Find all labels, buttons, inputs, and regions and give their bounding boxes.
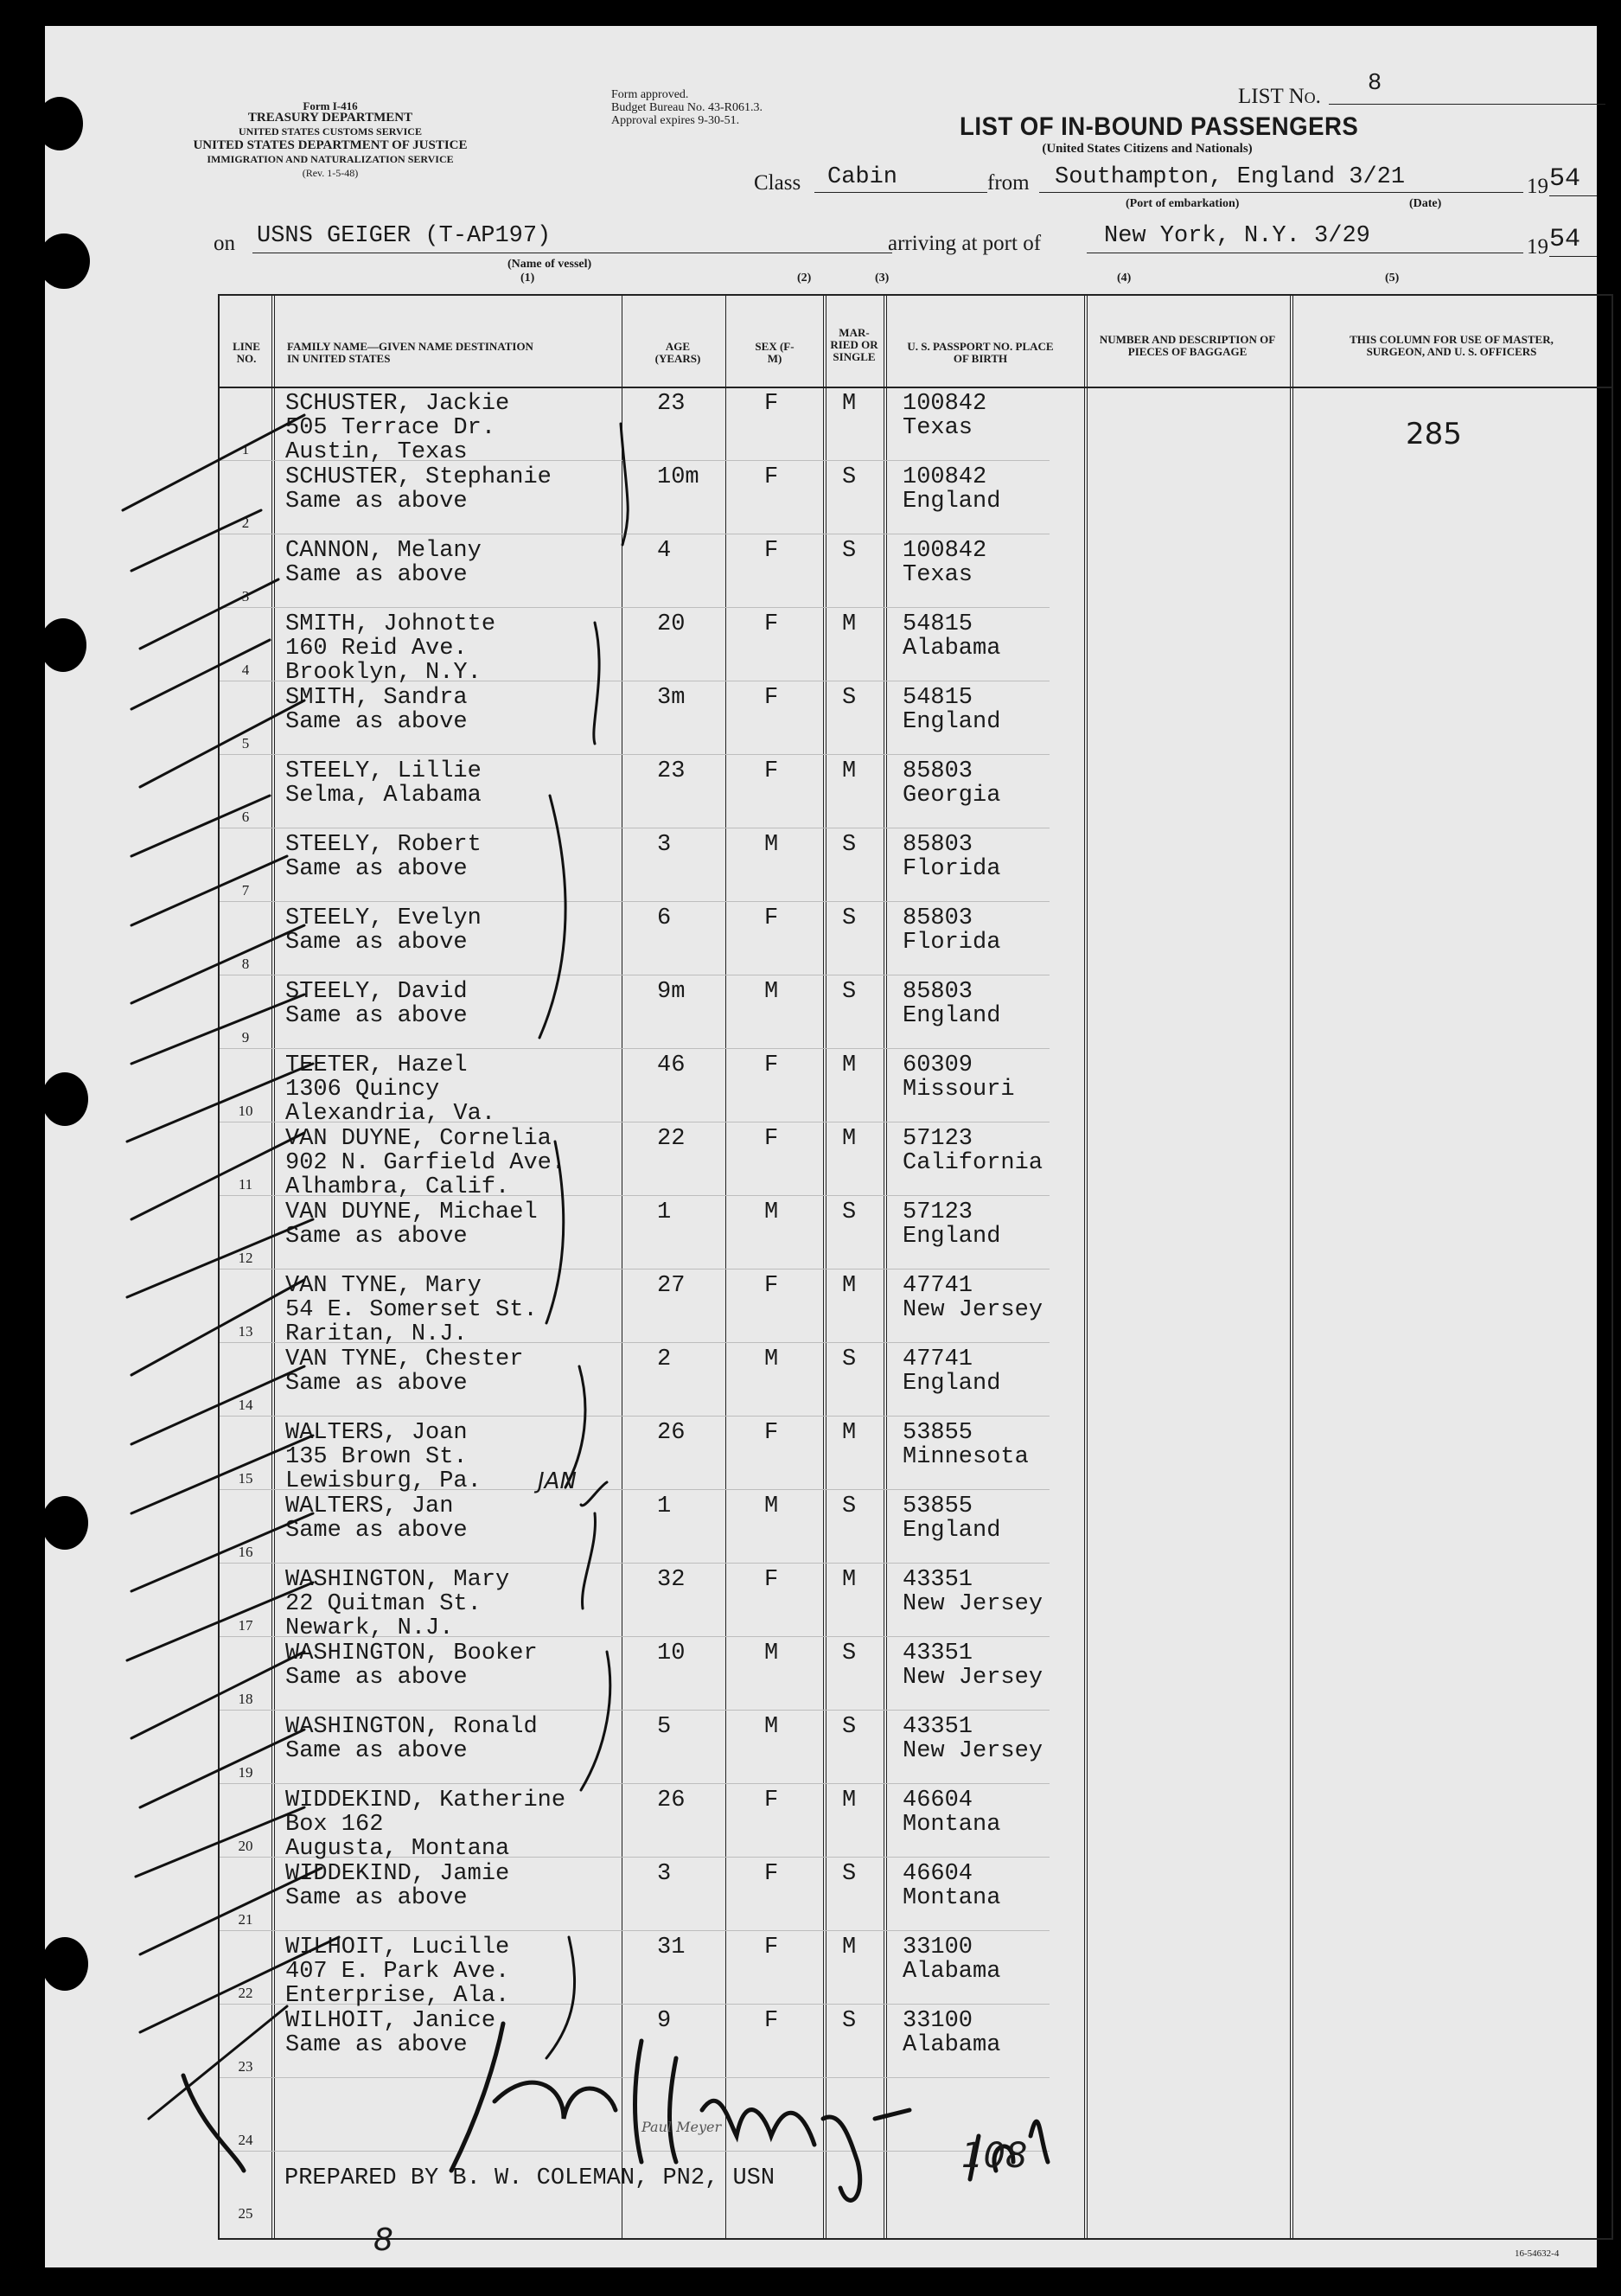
passenger-address: Same as above (285, 1224, 468, 1250)
passenger-age: 2 (657, 1346, 672, 1372)
passenger-name: WASHINGTON, Mary (285, 1567, 510, 1593)
row-divider (220, 1416, 1050, 1417)
header-age: AGE (YEARS) (654, 340, 701, 365)
year-value-2: 54 (1549, 225, 1581, 254)
passenger-name: VAN DUYNE, Michael (285, 1199, 538, 1225)
row-divider (220, 607, 1050, 608)
passenger-age: 5 (657, 1714, 672, 1740)
passenger-age: 9 (657, 2008, 672, 2034)
header-passport: U. S. PASSPORT NO. PLACE OF BIRTH (907, 340, 1054, 365)
col-num-4: (4) (1117, 272, 1132, 285)
passenger-address: Augusta, Montana (285, 1836, 510, 1862)
class-label: Class (754, 171, 801, 195)
passenger-age: 20 (657, 611, 686, 637)
passport-number: 54815 (903, 611, 973, 637)
passenger-marital: S (842, 1493, 857, 1519)
passenger-name: STEELY, Evelyn (285, 905, 482, 931)
line-number: 3 (241, 588, 250, 604)
place-of-birth: Alabama (903, 636, 1001, 662)
passenger-sex: F (764, 1935, 779, 1960)
passenger-marital: S (842, 1199, 857, 1225)
row-divider (220, 1269, 1050, 1270)
place-of-birth: Florida (903, 856, 1001, 882)
passenger-sex: F (764, 1567, 779, 1593)
passenger-marital: M (842, 1273, 857, 1299)
date-caption: (Date) (1409, 197, 1442, 210)
passenger-age: 3 (657, 832, 672, 858)
passenger-name: STEELY, Robert (285, 832, 482, 858)
line-number: 13 (238, 1323, 253, 1340)
place-of-birth: Missouri (903, 1077, 1015, 1103)
passport-number: 100842 (903, 538, 987, 564)
passenger-address: Same as above (285, 562, 468, 588)
passenger-name: WILHOIT, Lucille (285, 1935, 510, 1960)
passenger-name: WALTERS, Joan (285, 1420, 468, 1446)
place-of-birth: England (903, 1224, 1001, 1250)
prepared-by: PREPARED BY B. W. COLEMAN, PN2, USN (284, 2165, 775, 2191)
passenger-age: 32 (657, 1567, 686, 1593)
col-divider (725, 296, 726, 2238)
passenger-age: 31 (657, 1935, 686, 1960)
passenger-age: 10 (657, 1640, 686, 1666)
row-divider (220, 1048, 1050, 1049)
passenger-name: CANNON, Melany (285, 538, 482, 564)
passenger-marital: M (842, 758, 857, 784)
vessel-name: USNS GEIGER (T-AP197) (257, 223, 552, 249)
header-name: FAMILY NAME—GIVEN NAME DESTINATION IN UNITED STATES (287, 340, 533, 365)
passport-number: 100842 (903, 391, 987, 417)
passenger-sex: F (764, 611, 779, 637)
passport-number: 54815 (903, 685, 973, 711)
passenger-age: 10m (657, 464, 699, 490)
passenger-sex: F (764, 905, 779, 931)
header-sex: SEX (F-M) (755, 340, 795, 365)
list-title: LIST OF IN-BOUND PASSENGERS (960, 112, 1359, 141)
passenger-marital: S (842, 2008, 857, 2034)
passenger-sex: F (764, 2008, 779, 2034)
passenger-address: 902 N. Garfield Ave. (285, 1150, 566, 1176)
place-of-birth: England (903, 489, 1001, 515)
passenger-name: SMITH, Sandra (285, 685, 468, 711)
passenger-sex: F (764, 538, 779, 564)
place-of-birth: England (903, 1518, 1001, 1544)
col-divider (884, 296, 887, 2238)
punch-hole (41, 1072, 88, 1126)
passenger-marital: M (842, 1935, 857, 1960)
passenger-age: 23 (657, 758, 686, 784)
passenger-address: Same as above (285, 1738, 468, 1764)
arriving-label: arriving at port of (888, 232, 1042, 255)
passenger-marital: M (842, 1126, 857, 1152)
class-underline (814, 192, 987, 193)
passenger-address: Same as above (285, 1003, 468, 1029)
passenger-table (218, 294, 1613, 2240)
row-divider (220, 1710, 1050, 1711)
header-married: MAR-RIED OR SINGLE (830, 326, 878, 363)
place-of-birth: England (903, 1003, 1001, 1029)
form-approved: Form approved. (611, 88, 689, 101)
passenger-address: Box 162 (285, 1812, 384, 1838)
row-divider (220, 1783, 1050, 1784)
place-of-birth: New Jersey (903, 1591, 1043, 1617)
row-divider (220, 1930, 1050, 1931)
punch-hole (40, 618, 86, 672)
header-divider (220, 387, 1611, 388)
passenger-address: Austin, Texas (285, 439, 468, 465)
signature: Paul Meyer (641, 2119, 722, 2135)
passenger-marital: S (842, 832, 857, 858)
passenger-age: 26 (657, 1420, 686, 1446)
passenger-age: 4 (657, 538, 672, 564)
line-number: 8 (241, 956, 250, 972)
passenger-address: 22 Quitman St. (285, 1591, 482, 1617)
passenger-sex: M (764, 1493, 779, 1519)
passenger-name: VAN TYNE, Mary (285, 1273, 482, 1299)
line-number: 16 (238, 1544, 253, 1560)
from-value: Southampton, England 3/21 (1055, 164, 1406, 190)
passenger-address: Raritan, N.J. (285, 1321, 468, 1347)
passenger-sex: F (764, 1052, 779, 1078)
passenger-address: Selma, Alabama (285, 783, 482, 809)
punch-hole (41, 1937, 88, 1991)
passenger-address: 160 Reid Ave. (285, 636, 468, 662)
class-value: Cabin (827, 164, 898, 190)
place-of-birth: England (903, 709, 1001, 735)
line-number: 15 (238, 1470, 253, 1487)
passenger-address: Same as above (285, 856, 468, 882)
line-number: 11 (238, 1176, 253, 1193)
passenger-name: WALTERS, Jan (285, 1493, 454, 1519)
place-of-birth: Minnesota (903, 1444, 1029, 1470)
list-no-underline (1329, 104, 1605, 105)
customs-service: UNITED STATES CUSTOMS SERVICE (239, 125, 422, 138)
passenger-name: WIDDEKIND, Katherine (285, 1788, 566, 1813)
punch-hole (36, 97, 83, 150)
passenger-address: 407 E. Park Ave. (285, 1959, 510, 1985)
passenger-address: Same as above (285, 2032, 468, 2058)
passenger-marital: M (842, 1788, 857, 1813)
line-number: 18 (238, 1691, 253, 1707)
arrival-port: New York, N.Y. 3/29 (1104, 223, 1370, 249)
place-of-birth: Montana (903, 1812, 1001, 1838)
passenger-name: WASHINGTON, Booker (285, 1640, 538, 1666)
passenger-marital: S (842, 1640, 857, 1666)
passport-number: 85803 (903, 905, 973, 931)
passenger-address: Brooklyn, N.Y. (285, 660, 482, 686)
row-divider (220, 2151, 1050, 2152)
year-prefix-1: 19 (1527, 175, 1548, 198)
line-number: 19 (238, 1764, 253, 1781)
line-number: 25 (238, 2205, 253, 2222)
passenger-marital: M (842, 391, 857, 417)
passenger-sex: M (764, 1714, 779, 1740)
passenger-address: Alhambra, Calif. (285, 1174, 510, 1200)
passport-number: 100842 (903, 464, 987, 490)
year1-underline (1549, 195, 1597, 196)
passenger-address: 54 E. Somerset St. (285, 1297, 538, 1323)
line-number: 2 (241, 515, 250, 531)
line-number: 12 (238, 1250, 253, 1266)
bottom-note: 8 (373, 2222, 393, 2258)
passport-number: 33100 (903, 1935, 973, 1960)
passenger-sex: F (764, 1420, 779, 1446)
list-subtitle: (United States Citizens and Nationals) (1042, 142, 1253, 156)
immigration-service: IMMIGRATION AND NATURALIZATION SERVICE (207, 153, 454, 165)
passenger-marital: M (842, 1567, 857, 1593)
year-value-1: 54 (1549, 164, 1581, 194)
line-number: 5 (241, 735, 250, 751)
place-of-birth: Florida (903, 930, 1001, 956)
passenger-name: VAN TYNE, Chester (285, 1346, 524, 1372)
passenger-address: Same as above (285, 1371, 468, 1397)
justice-department: UNITED STATES DEPARTMENT OF JUSTICE (193, 138, 468, 152)
passenger-address: Newark, N.J. (285, 1615, 454, 1641)
passenger-name: STEELY, Lillie (285, 758, 482, 784)
line-number: 1 (241, 441, 250, 457)
line-number: 24 (238, 2132, 253, 2148)
passenger-sex: F (764, 1126, 779, 1152)
passenger-marital: M (842, 1420, 857, 1446)
passport-number: 57123 (903, 1199, 973, 1225)
place-of-birth: England (903, 1371, 1001, 1397)
passenger-marital: S (842, 905, 857, 931)
punch-hole (41, 1496, 88, 1550)
passenger-marital: S (842, 464, 857, 490)
passenger-age: 9m (657, 979, 686, 1005)
line-number: 22 (238, 1985, 253, 2001)
approval-expires: Approval expires 9-30-51. (611, 114, 740, 127)
passenger-address: Same as above (285, 1518, 468, 1544)
passenger-name: SCHUSTER, Jackie (285, 391, 510, 417)
line-number: 6 (241, 809, 250, 825)
passenger-age: 1 (657, 1493, 672, 1519)
col-num-3: (3) (875, 272, 890, 285)
passenger-sex: F (764, 464, 779, 490)
row-divider (220, 2077, 1050, 2078)
passenger-name: WASHINGTON, Ronald (285, 1714, 538, 1740)
passenger-address: Same as above (285, 709, 468, 735)
footer-code: 16-54632-4 (1515, 2248, 1560, 2259)
passport-number: 57123 (903, 1126, 973, 1152)
passenger-sex: F (764, 391, 779, 417)
line-number: 9 (241, 1029, 250, 1046)
passenger-age: 3m (657, 685, 686, 711)
passport-number: 33100 (903, 2008, 973, 2034)
punch-hole (38, 233, 90, 289)
passport-number: 85803 (903, 758, 973, 784)
passport-number: 53855 (903, 1493, 973, 1519)
col-divider (1084, 296, 1088, 2238)
passenger-name: VAN DUYNE, Cornelia (285, 1126, 552, 1152)
passenger-marital: S (842, 685, 857, 711)
passport-number: 46604 (903, 1861, 973, 1887)
line-number: 17 (238, 1617, 253, 1634)
on-label: on (214, 232, 235, 255)
passport-number: 46604 (903, 1788, 973, 1813)
passenger-marital: S (842, 1346, 857, 1372)
passenger-address: Lewisburg, Pa. (285, 1468, 482, 1494)
place-of-birth: Alabama (903, 1959, 1001, 1985)
margin-note: 108 (961, 2136, 1028, 2176)
passenger-marital: S (842, 1714, 857, 1740)
passenger-address: Alexandria, Va. (285, 1101, 496, 1127)
passenger-sex: F (764, 1273, 779, 1299)
passenger-age: 6 (657, 905, 672, 931)
line-number: 10 (238, 1103, 253, 1119)
header-baggage: NUMBER AND DESCRIPTION OF PIECES OF BAGGAGE (1099, 333, 1276, 358)
place-of-birth: Texas (903, 562, 973, 588)
passport-number: 53855 (903, 1420, 973, 1446)
revision-date: (Rev. 1-5-48) (302, 167, 359, 179)
port-embark-caption: (Port of embarkation) (1126, 197, 1240, 210)
passenger-age: 46 (657, 1052, 686, 1078)
passenger-sex: M (764, 1199, 779, 1225)
header-line-no: LINE NO. (233, 340, 260, 365)
passport-number: 85803 (903, 979, 973, 1005)
passenger-sex: M (764, 1346, 779, 1372)
officer-note: 285 (1406, 417, 1462, 451)
passport-number: 47741 (903, 1346, 973, 1372)
passport-number: 43351 (903, 1640, 973, 1666)
passenger-address: 135 Brown St. (285, 1444, 468, 1470)
passenger-address: Same as above (285, 1665, 468, 1691)
passenger-sex: M (764, 1640, 779, 1666)
budget-bureau: Budget Bureau No. 43-R061.3. (611, 101, 763, 114)
from-label: from (987, 171, 1030, 195)
passenger-age: 27 (657, 1273, 686, 1299)
passenger-sex: M (764, 832, 779, 858)
manifest-page (45, 26, 1597, 2267)
place-of-birth: Texas (903, 415, 973, 441)
passenger-address: 505 Terrace Dr. (285, 415, 496, 441)
passenger-name: WIDDEKIND, Jamie (285, 1861, 510, 1887)
passenger-marital: S (842, 1861, 857, 1887)
treasury-department: TREASURY DEPARTMENT (247, 111, 413, 125)
passenger-sex: F (764, 685, 779, 711)
passenger-marital: S (842, 538, 857, 564)
year2-underline (1549, 256, 1597, 257)
passenger-name: WILHOIT, Janice (285, 2008, 496, 2034)
passenger-address: 1306 Quincy (285, 1077, 440, 1103)
line-number: 4 (241, 662, 250, 678)
place-of-birth: Montana (903, 1885, 1001, 1911)
passenger-marital: M (842, 611, 857, 637)
place-of-birth: California (903, 1150, 1043, 1176)
col-divider (823, 296, 826, 2238)
list-no-label: LIST No. (1238, 85, 1321, 108)
row-divider (220, 901, 1050, 902)
place-of-birth: New Jersey (903, 1665, 1043, 1691)
passenger-sex: M (764, 979, 779, 1005)
passenger-sex: F (764, 1788, 779, 1813)
passenger-address: Same as above (285, 930, 468, 956)
col-num-1: (1) (520, 272, 535, 285)
place-of-birth: Alabama (903, 2032, 1001, 2058)
from-underline (1039, 192, 1523, 193)
col-num-5: (5) (1385, 272, 1400, 285)
list-no-value: 8 (1368, 71, 1382, 97)
passport-number: 43351 (903, 1714, 973, 1740)
place-of-birth: Georgia (903, 783, 1001, 809)
vessel-caption: (Name of vessel) (507, 258, 592, 271)
year-prefix-2: 19 (1527, 235, 1548, 259)
passenger-address: Enterprise, Ala. (285, 1983, 510, 2009)
passenger-sex: F (764, 758, 779, 784)
header-officers: THIS COLUMN FOR USE OF MASTER, SURGEON, AND U. S. OFFICERS (1350, 333, 1554, 358)
line-number: 20 (238, 1838, 253, 1854)
passenger-name: TEETER, Hazel (285, 1052, 468, 1078)
col-divider (1290, 296, 1293, 2238)
passenger-marital: M (842, 1052, 857, 1078)
line-number: 14 (238, 1397, 253, 1413)
passenger-age: 23 (657, 391, 686, 417)
passenger-sex: F (764, 1861, 779, 1887)
line-number: 23 (238, 2058, 253, 2075)
passenger-address: Same as above (285, 489, 468, 515)
passport-number: 60309 (903, 1052, 973, 1078)
passport-number: 43351 (903, 1567, 973, 1593)
passenger-name: SCHUSTER, Stephanie (285, 464, 552, 490)
passport-number: 85803 (903, 832, 973, 858)
passenger-marital: S (842, 979, 857, 1005)
passenger-name: SMITH, Johnotte (285, 611, 496, 637)
col-num-2: (2) (797, 272, 812, 285)
passenger-age: 22 (657, 1126, 686, 1152)
line-number: 21 (238, 1911, 253, 1928)
passenger-age: 3 (657, 1861, 672, 1887)
passenger-age: 1 (657, 1199, 672, 1225)
passport-number: 47741 (903, 1273, 973, 1299)
place-of-birth: New Jersey (903, 1738, 1043, 1764)
col-divider (271, 296, 275, 2238)
line-number: 7 (241, 882, 250, 899)
passenger-address: Same as above (285, 1885, 468, 1911)
passenger-name: STEELY, David (285, 979, 468, 1005)
passenger-age: 26 (657, 1788, 686, 1813)
row-divider (220, 754, 1050, 755)
place-of-birth: New Jersey (903, 1297, 1043, 1323)
row-divider (220, 1563, 1050, 1564)
jan-correction: JAN (538, 1468, 577, 1494)
form-number: Form I-416 (303, 99, 358, 112)
